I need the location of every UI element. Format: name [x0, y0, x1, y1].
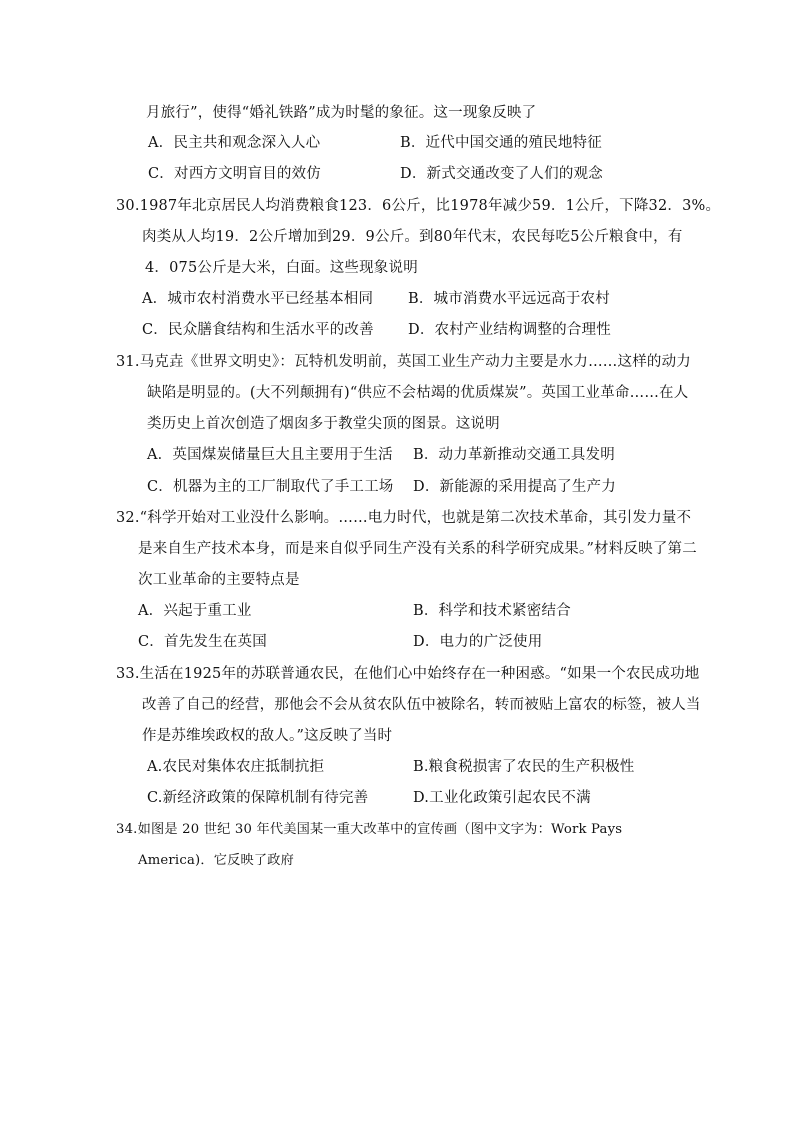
- q31-option-d: D．新能源的采用提高了生产力: [413, 479, 616, 495]
- q31-stem-line-1: 31.马克垚《世界文明史》：瓦特机发明前，英国工业生产动力主要是水力……这样的动力: [116, 354, 692, 370]
- q29-option-b: B．近代中国交通的殖民地特征: [400, 135, 602, 151]
- q34-stem-line-2: America)．它反映了政府: [138, 853, 295, 868]
- q32-stem-line-2: 是来自生产技术本身，而是来自似乎同生产没有关系的科学研究成果。”材料反映了第二: [138, 541, 697, 557]
- q32-option-b: B．科学和技术紧密结合: [413, 603, 571, 619]
- q32-stem-line-1: 32.“科学开始对工业没什么影响。……电力时代，也就是第二次技术革命，其引发力量不: [116, 510, 692, 526]
- q30-stem-line-3: 4．075公斤是大米，白面。这些现象说明: [145, 260, 418, 276]
- q29-stem-line: 月旅行”，使得“婚礼铁路”成为时髦的象征。这一现象反映了: [146, 105, 537, 121]
- q32-option-d: D．电力的广泛使用: [413, 634, 543, 650]
- q31-stem-line-2: 缺陷是明显的。(大不列颠拥有)“供应不会枯竭的优质煤炭”。英国工业革命……在人: [147, 385, 689, 401]
- q32-option-c: C．首先发生在英国: [138, 634, 267, 650]
- q30-option-d: D．农村产业结构调整的合理性: [408, 322, 611, 338]
- q33-option-a: A.农民对集体农庄抵制抗拒: [147, 759, 325, 775]
- q30-stem-line-1: 30.1987年北京居民人均消费粮食123．6公斤，比1978年减少59．1公斤，下降32．3%。: [116, 198, 721, 214]
- q30-option-a: A．城市农村消费水平已经基本相同: [142, 291, 374, 307]
- q33-option-c: C.新经济政策的保障机制有待完善: [147, 790, 369, 806]
- q32-stem-line-3: 次工业革命的主要特点是: [138, 572, 300, 588]
- q31-option-c: C．机器为主的工厂制取代了手工工场: [147, 479, 394, 495]
- q33-option-d: D.工业化政策引起农民不满: [413, 790, 591, 806]
- q33-stem-line-1: 33.生活在1925年的苏联普通农民，在他们心中始终存在一种困惑。“如果一个农民成功地: [116, 666, 700, 682]
- q31-option-a: A．英国煤炭储量巨大且主要用于生活: [147, 447, 393, 463]
- q33-stem-line-2: 改善了自己的经营，那他会不会从贫农队伍中被除名，转而被贴上富农的标签，被人当: [142, 697, 701, 713]
- q33-stem-line-3: 作是苏维埃政权的敌人。”这反映了当时: [142, 728, 393, 744]
- q30-stem-line-2: 肉类从人均19．2公斤增加到29．9公斤。到80年代末，农民每吃5公斤粮食中，有: [142, 229, 683, 245]
- q29-option-d: D．新式交通改变了人们的观念: [400, 166, 603, 182]
- q32-option-a: A．兴起于重工业: [138, 603, 252, 619]
- q30-option-c: C．民众膳食结构和生活水平的改善: [142, 322, 374, 338]
- q31-option-b: B．动力革新推动交通工具发明: [413, 447, 615, 463]
- q33-option-b: B.粮食税损害了农民的生产积极性: [413, 759, 635, 775]
- q30-option-b: B．城市消费水平远远高于农村: [408, 291, 610, 307]
- q34-stem-line-1: 34.如图是 20 世纪 30 年代美国某一重大改革中的宣传画（图中文字为：Work Pays: [116, 822, 623, 837]
- q29-option-c: C．对西方文明盲目的效仿: [148, 166, 321, 182]
- q29-option-a: A．民主共和观念深入人心: [148, 135, 321, 151]
- q31-stem-line-3: 类历史上首次创造了烟囱多于教堂尖顶的图景。这说明: [147, 416, 500, 432]
